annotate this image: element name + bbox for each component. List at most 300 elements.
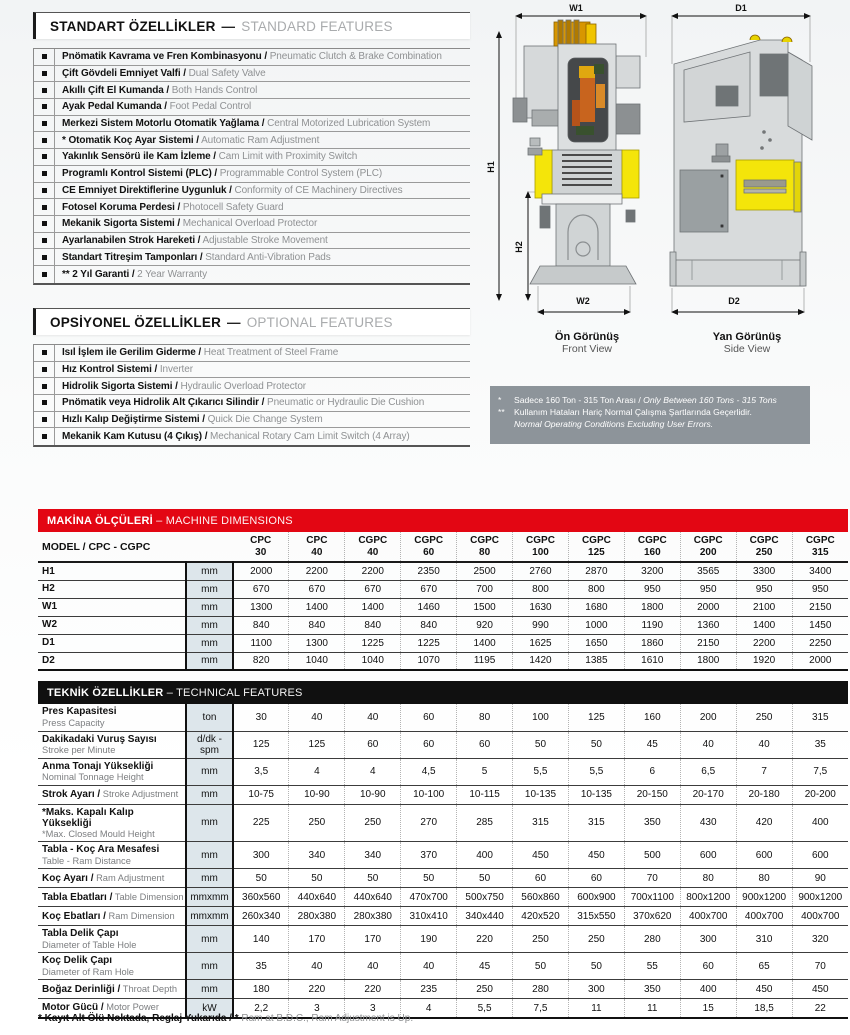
model-tonnage: 60: [423, 546, 435, 558]
tech-feature-value: 450: [568, 842, 624, 869]
tech-feature-value: 60: [568, 869, 624, 888]
bullet-cell: [34, 49, 55, 65]
tech-feature-row: [38, 704, 848, 731]
h1-dimension: [486, 32, 499, 300]
tech-feature-value: 450: [513, 842, 569, 869]
tech-label-tr: Motor Gücü /: [42, 1002, 104, 1014]
dimension-value: 1300: [289, 634, 345, 652]
tech-feature-value: 7,5: [792, 758, 848, 785]
tech-feature-value: 280: [624, 926, 680, 953]
tech-label-en: *Max. Closed Mould Height: [42, 828, 155, 839]
tech-feature-value: 20-180: [736, 785, 792, 804]
tech-feature-row: [38, 804, 848, 842]
unit-cell: mm: [186, 926, 233, 953]
dimension-value: 1630: [513, 598, 569, 616]
tech-feature-value: 50: [289, 869, 345, 888]
tech-feature-value: 45: [624, 731, 680, 758]
dimension-value: 2200: [289, 562, 345, 580]
technical-features-section: [38, 681, 848, 1019]
square-bullet-icon: [42, 88, 47, 93]
tech-feature-value: 20-170: [680, 785, 736, 804]
tech-feature-value: 400x700: [680, 907, 736, 926]
bullet-cell: [34, 412, 55, 428]
tech-table-title-tr: TEKNİK ÖZELLİKLER: [47, 687, 164, 699]
unit-cell: mm: [186, 953, 233, 980]
feature-text: [55, 135, 319, 146]
tech-label-en: Stroke Adjustment: [100, 788, 179, 799]
bullet-cell: [34, 166, 55, 182]
standard-features-list: [33, 48, 470, 285]
tech-feature-row: [38, 888, 848, 907]
tech-feature-value: 65: [736, 953, 792, 980]
feature-text: [55, 185, 402, 196]
feature-item: [34, 49, 470, 66]
tech-feature-value: 190: [401, 926, 457, 953]
tech-feature-value: 5,5: [513, 758, 569, 785]
tech-feature-value: 10-135: [568, 785, 624, 804]
feature-text-tr: Mekanik Sigorta Sistemi /: [62, 218, 181, 230]
tech-feature-value: 2,2: [254, 1002, 269, 1014]
tech-feature-value: 300: [680, 926, 736, 953]
feature-item: [34, 166, 470, 183]
tech-feature-label: [38, 907, 186, 926]
model-tonnage: 125: [588, 546, 605, 558]
tech-feature-label: [38, 758, 186, 785]
tech-feature-value: 160: [624, 704, 680, 731]
dimension-value: 840: [401, 616, 457, 634]
tech-label-tr: Pres Kapasitesi: [42, 706, 117, 718]
tech-feature-value: 300: [568, 980, 624, 999]
feature-text: [55, 51, 442, 62]
model-tonnage: 80: [479, 546, 491, 558]
optional-features-header: [33, 308, 470, 335]
tech-label-tr: Tabla - Koç Ara Mesafesi: [42, 844, 160, 856]
dimension-label: W1: [42, 601, 57, 613]
square-bullet-icon: [42, 350, 47, 355]
bullet-cell: [34, 216, 55, 232]
table-footnote: [38, 1013, 413, 1024]
model-column-header: [513, 532, 569, 562]
bullet-cell: [34, 428, 55, 445]
dimension-value: 1400: [345, 598, 401, 616]
feature-text: [55, 252, 331, 263]
tech-feature-row: [38, 953, 848, 980]
dimension-value: 840: [345, 616, 401, 634]
model-tonnage: 160: [643, 546, 661, 558]
tech-feature-value: 30: [255, 711, 267, 723]
square-bullet-icon: [42, 104, 47, 109]
tech-feature-value: 80: [736, 869, 792, 888]
tech-feature-value: 125: [252, 739, 270, 750]
model-series: CGPC: [805, 535, 835, 546]
tech-feature-value: 3,5: [254, 766, 269, 777]
tech-label-en: Ram Dimension: [105, 910, 175, 921]
feature-text: [55, 151, 357, 162]
svg-text:H1: H1: [486, 161, 496, 173]
model-series: CGPC: [470, 535, 500, 546]
section-title-en: STANDARD FEATURES: [241, 19, 393, 34]
tech-feature-value: 10-115: [457, 785, 513, 804]
svg-text:H2: H2: [514, 241, 524, 253]
tech-feature-value: 20-150: [624, 785, 680, 804]
dimension-label: D1: [42, 637, 55, 649]
bullet-cell: [34, 183, 55, 199]
tech-feature-value: 40: [289, 704, 345, 731]
tech-label-en: Diameter of Table Hole: [42, 939, 137, 950]
tech-feature-value: 4: [345, 758, 401, 785]
dimension-row: [38, 562, 848, 580]
dimension-value: 840: [252, 619, 270, 631]
unit-cell: mmxmm: [186, 888, 233, 907]
optional-features-list: [33, 344, 470, 447]
feature-text-en: Heat Treatment of Steel Frame: [201, 347, 339, 359]
unit-cell: mm: [186, 842, 233, 869]
dimension-label: H1: [42, 565, 55, 577]
dimension-label: W2: [42, 619, 57, 631]
tech-feature-value: 50: [568, 731, 624, 758]
note-2: [498, 407, 802, 431]
dimension-value: 1450: [792, 616, 848, 634]
model-series: CGPC: [693, 535, 723, 546]
tech-feature-label: [38, 869, 186, 888]
dimension-value: 950: [624, 580, 680, 598]
model-column-header: [792, 532, 848, 562]
svg-text:W1: W1: [569, 3, 583, 13]
square-bullet-icon: [42, 434, 47, 439]
feature-item: [34, 66, 470, 83]
tech-feature-value: 35: [255, 960, 267, 972]
tech-feature-value: 60: [513, 869, 569, 888]
footnotes-box: [490, 386, 810, 444]
tech-feature-value: 315x550: [568, 907, 624, 926]
side-machine-body: [670, 35, 812, 286]
dimension-value: 1420: [513, 652, 569, 670]
feature-text: [55, 269, 207, 280]
side-view-label-en: Side View: [723, 343, 771, 355]
side-view-label: [682, 331, 812, 355]
dimension-value: 2200: [345, 562, 401, 580]
feature-text: [55, 347, 338, 358]
tech-feature-value: 340: [289, 842, 345, 869]
bullet-cell: [34, 266, 55, 283]
tech-feature-value: 60: [457, 731, 513, 758]
machine-dimensions-section: [38, 509, 848, 671]
bullet-cell: [34, 99, 55, 115]
dimension-value: 1300: [250, 601, 273, 613]
dimension-value: 670: [289, 580, 345, 598]
dim-table-header-row: [38, 532, 848, 562]
tech-feature-value: 450: [736, 980, 792, 999]
dimension-value: 920: [457, 616, 513, 634]
dimension-value: 1400: [736, 616, 792, 634]
tech-feature-row: [38, 785, 848, 804]
dimension-value: 1610: [624, 652, 680, 670]
dimension-value: 2000: [250, 565, 273, 577]
model-tonnage: 100: [532, 546, 549, 558]
model-series: CGPC: [526, 535, 555, 546]
tech-feature-value: 10-90: [345, 785, 401, 804]
dim-table-title-tr: MAKİNA ÖLÇÜLERİ: [47, 515, 153, 527]
feature-text-en: Programmable Control System (PLC): [217, 168, 383, 180]
tech-feature-value: 420x520: [513, 907, 569, 926]
tech-feature-value: 60: [401, 704, 457, 731]
tech-feature-value: 400x700: [792, 907, 848, 926]
feature-item: [34, 395, 470, 412]
tech-feature-row: [38, 869, 848, 888]
square-bullet-icon: [42, 272, 47, 277]
tech-feature-value: 5,5: [568, 758, 624, 785]
tech-feature-value: 310: [736, 926, 792, 953]
tech-feature-value: 600: [680, 842, 736, 869]
feature-text: [55, 397, 424, 408]
model-column-header: [233, 532, 289, 562]
front-view-label-tr: Ön Görünüş: [554, 331, 620, 343]
feature-text-en: Standard Anti-Vibration Pads: [202, 251, 331, 263]
tech-feature-value: 350: [624, 804, 680, 842]
tech-feature-value: 500: [624, 842, 680, 869]
dimension-value: 700: [457, 580, 513, 598]
optional-features-panel: [33, 308, 470, 447]
tech-label-tr: Tabla Ebatları /: [42, 891, 113, 903]
press-drawing-svg: [486, 2, 846, 332]
tech-feature-row: [38, 731, 848, 758]
note-1-mark: *: [498, 395, 502, 405]
d2-dimension: [672, 288, 804, 312]
tech-feature-value: 220: [345, 980, 401, 999]
tech-feature-value: 4: [401, 999, 457, 1018]
tech-feature-value: 40: [401, 953, 457, 980]
model-column-header: [624, 532, 680, 562]
tech-feature-value: 40: [289, 953, 345, 980]
feature-text-tr: * Otomatik Koç Ayar Sistemi /: [62, 134, 199, 146]
tech-feature-value: 440x640: [345, 888, 401, 907]
tech-feature-value: 315: [568, 804, 624, 842]
dimension-row: [38, 652, 848, 670]
feature-text-en: Inverter: [157, 364, 193, 376]
tech-feature-value: 170: [289, 926, 345, 953]
tech-feature-value: 900x1200: [736, 888, 792, 907]
tech-feature-value: 370x620: [624, 907, 680, 926]
tech-feature-value: 370: [401, 842, 457, 869]
feature-text-tr: Merkezi Sistem Motorlu Otomatik Yağlama /: [62, 118, 265, 130]
tech-feature-value: 11: [568, 999, 624, 1018]
feature-text: [55, 85, 257, 96]
feature-text-en: Quick Die Change System: [204, 414, 323, 426]
feature-text-tr: Isıl İşlem ile Gerilim Giderme /: [62, 347, 202, 359]
tech-feature-value: 470x700: [401, 888, 457, 907]
dimension-value: 950: [736, 580, 792, 598]
dimension-value: 1860: [624, 634, 680, 652]
feature-item: [34, 183, 470, 200]
model-series: CPC: [306, 535, 328, 546]
tech-feature-label: [38, 842, 186, 869]
tech-feature-value: 50: [457, 869, 513, 888]
feature-item: [34, 199, 470, 216]
title-endash: –: [166, 687, 174, 699]
right-guard: [622, 150, 639, 198]
feature-text-tr: Pnömatik Kavrama ve Fren Kombinasyonu /: [62, 51, 268, 63]
unit-cell: mmxmm: [186, 907, 233, 926]
unit-cell: kW: [186, 999, 233, 1018]
bullet-cell: [34, 249, 55, 265]
tech-feature-value: 600: [736, 842, 792, 869]
unit-cell: mm: [186, 785, 233, 804]
feature-text-tr: Akıllı Çift El Kumanda /: [62, 84, 170, 96]
square-bullet-icon: [42, 384, 47, 389]
feature-text-tr: Ayarlanabilen Strok Hareketi /: [62, 234, 201, 246]
dimension-value: 3200: [624, 562, 680, 580]
tech-feature-value: 55: [624, 953, 680, 980]
tech-feature-value: 400: [457, 842, 513, 869]
tech-label-en: Nominal Tonnage Height: [42, 771, 144, 782]
section-title-en: OPTIONAL FEATURES: [246, 315, 393, 330]
feature-text: [55, 101, 251, 112]
tech-feature-value: 360x560: [242, 891, 281, 903]
tech-feature-value: 50: [401, 869, 457, 888]
tech-feature-value: 500x750: [457, 888, 513, 907]
tech-feature-value: 15: [680, 999, 736, 1018]
model-column-header: [401, 532, 457, 562]
tech-feature-value: 400: [680, 980, 736, 999]
dimension-value: 950: [680, 580, 736, 598]
dimension-row: [38, 598, 848, 616]
title-endash: –: [156, 515, 163, 527]
dimension-value: 800: [568, 580, 624, 598]
bullet-cell: [34, 199, 55, 215]
dimension-value: 2100: [736, 598, 792, 616]
tech-feature-value: 60: [401, 731, 457, 758]
tech-feature-value: 315: [513, 804, 569, 842]
feature-item: [34, 82, 470, 99]
dimension-value: 1680: [568, 598, 624, 616]
tech-label-en: Throat Depth: [120, 983, 178, 994]
unit-cell: mm: [186, 652, 233, 670]
tech-label-tr: Tabla Delik Çapı: [42, 928, 119, 940]
feature-item: [34, 233, 470, 250]
feature-text-en: Both Hands Control: [169, 84, 258, 96]
feature-text-tr: ** 2 Yıl Garanti /: [62, 268, 135, 280]
unit-cell: mm: [186, 758, 233, 785]
tech-feature-value: 80: [680, 869, 736, 888]
tech-feature-value: 250: [345, 804, 401, 842]
tech-feature-value: 320: [792, 926, 848, 953]
bullet-cell: [34, 362, 55, 378]
feature-item: [34, 149, 470, 166]
tech-feature-value: 250: [457, 980, 513, 999]
tech-feature-value: 5: [457, 758, 513, 785]
title-dash: —: [221, 19, 236, 34]
note-2-en: Normal Operating Conditions Excluding User Errors.: [514, 418, 714, 429]
tech-feature-value: 3: [289, 999, 345, 1018]
tech-table-title-en: TECHNICAL FEATURES: [176, 687, 303, 699]
square-bullet-icon: [42, 121, 47, 126]
tech-feature-label: [38, 731, 186, 758]
tech-feature-value: 60: [680, 953, 736, 980]
square-bullet-icon: [42, 367, 47, 372]
feature-text-en: Conformity of CE Machinery Directives: [231, 184, 403, 196]
square-bullet-icon: [42, 205, 47, 210]
tech-feature-value: 50: [345, 869, 401, 888]
tech-feature-value: 800x1200: [680, 888, 736, 907]
tech-feature-value: 7,5: [513, 999, 569, 1018]
technical-features-table: [38, 704, 848, 1019]
dimension-value: 2150: [792, 598, 848, 616]
tech-label-en: Table - Ram Distance: [42, 855, 131, 866]
feature-text: [55, 364, 193, 375]
square-bullet-icon: [42, 255, 47, 260]
feature-text: [55, 218, 317, 229]
table-footnote-en: Ram at B.D.C., Ram Adjustment is Up.: [238, 1013, 414, 1024]
feature-text-en: Automatic Ram Adjustment: [198, 134, 320, 146]
feature-item: [34, 362, 470, 379]
feature-text-tr: Hidrolik Sigorta Sistemi /: [62, 380, 178, 392]
svg-text:D1: D1: [735, 3, 747, 13]
machine-dimensions-titlebar: [38, 509, 848, 532]
note-1-en: Only Between 160 Tons - 315 Tons: [643, 395, 777, 405]
square-bullet-icon: [42, 54, 47, 59]
tech-feature-value: 250: [736, 704, 792, 731]
tech-feature-value: 220: [289, 980, 345, 999]
square-bullet-icon: [42, 188, 47, 193]
tech-feature-value: 40: [345, 704, 401, 731]
feature-text-en: Pneumatic Clutch & Brake Combination: [267, 51, 442, 63]
model-tonnage: 40: [311, 546, 323, 558]
dimension-value: 1100: [250, 637, 272, 649]
model-column-header: [289, 532, 345, 562]
tech-feature-value: 50: [513, 953, 569, 980]
standard-features-header: [33, 12, 470, 39]
tech-feature-value: 250: [513, 926, 569, 953]
feature-text-tr: Pnömatik veya Hidrolik Alt Çıkarıcı Silindir /: [62, 397, 265, 409]
tech-feature-row: [38, 842, 848, 869]
model-series: CGPC: [358, 535, 388, 546]
tech-feature-value: 100: [513, 704, 569, 731]
feature-text: [55, 68, 266, 79]
square-bullet-icon: [42, 400, 47, 405]
tech-feature-value: 7: [736, 758, 792, 785]
tech-feature-value: 18,5: [736, 999, 792, 1018]
dimension-value: 670: [401, 580, 457, 598]
bullet-cell: [34, 132, 55, 148]
unit-cell: mm: [186, 598, 233, 616]
tech-feature-value: 600x900: [568, 888, 624, 907]
dimension-value: 3400: [792, 562, 848, 580]
dimension-value: 1625: [513, 634, 569, 652]
w2-dimension: [538, 286, 630, 312]
table-footnote-tr: * Kayıt Alt Ölü Noktada, Reglaj Yukarıda / *: [38, 1013, 239, 1024]
feature-text-en: Cam Limit with Proximity Switch: [216, 151, 358, 163]
model-column-header: [568, 532, 624, 562]
model-tonnage: 30: [255, 546, 267, 558]
tech-feature-value: 700x1100: [624, 888, 680, 907]
tech-feature-value: 40: [345, 953, 401, 980]
model-column-header: [736, 532, 792, 562]
tech-feature-value: 315: [792, 704, 848, 731]
dimension-value: 3565: [680, 562, 736, 580]
front-machine-body: [513, 20, 640, 284]
feature-text-tr: Yakınlık Sensörü ile Kam İzleme /: [62, 151, 216, 163]
tech-feature-label: [38, 804, 186, 842]
front-view-label: [522, 331, 652, 355]
side-view-label-tr: Yan Görünüş: [712, 331, 782, 343]
dimension-value: 1040: [289, 652, 345, 670]
tech-feature-value: 170: [345, 926, 401, 953]
model-tonnage: 40: [367, 546, 379, 558]
yellow-guard-box: [736, 160, 801, 212]
model-header-cell: MODEL / CPC - CGPC: [42, 540, 151, 553]
tech-feature-value: 200: [680, 704, 736, 731]
tech-feature-value: 450: [792, 980, 848, 999]
